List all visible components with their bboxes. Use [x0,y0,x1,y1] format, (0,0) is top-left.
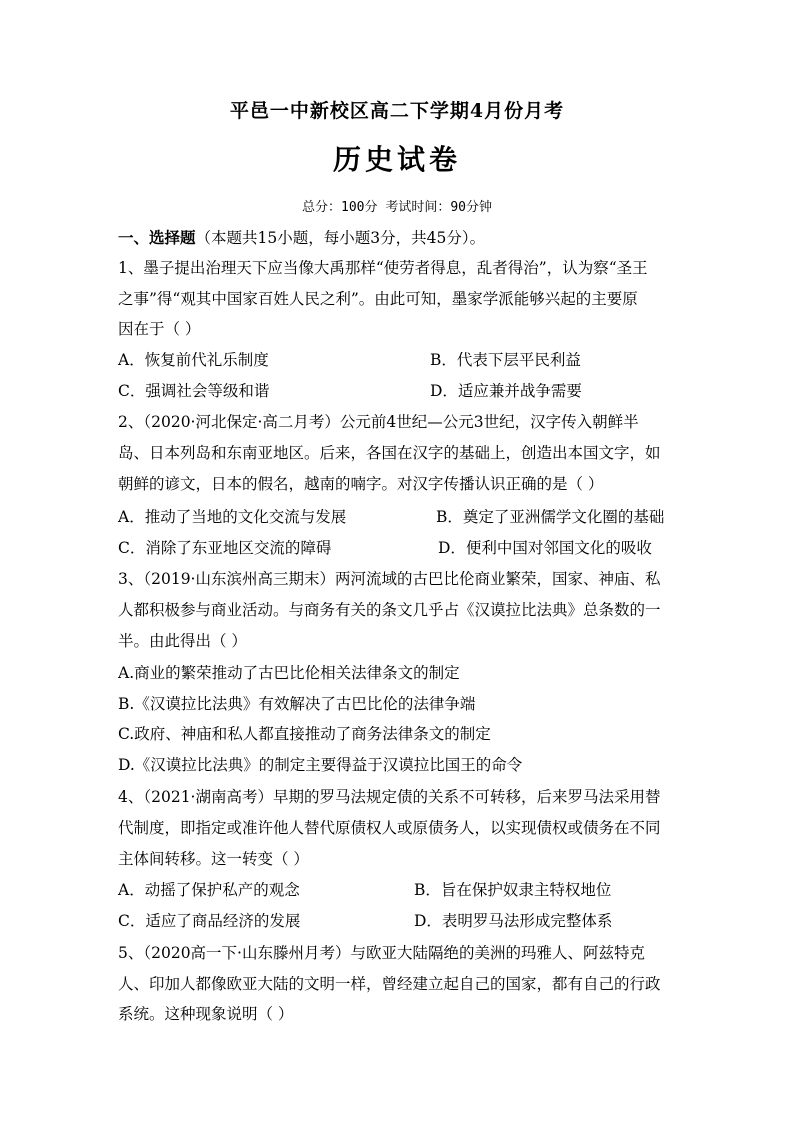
question-line: 2、（2020·河北保定·高二月考）公元前4世纪—公元3世纪，汉字传入朝鲜半 [118,413,639,431]
option-d: D．表明罗马法形成完整体系 [414,912,613,930]
option-c: C．适应了商品经济的发展 [118,912,301,930]
option-a: A.商业的繁荣推动了古巴比伦相关法律条文的制定 [118,664,460,682]
option-c: C．消除了东亚地区交流的障碍 [118,539,332,557]
school-title: 平邑一中新校区高二下学期4月份月考 [229,100,565,122]
question-line: 3、（2019·山东滨州高三期末）两河流域的古巴比伦商业繁荣，国家、神庙、私 [118,570,661,588]
option-a: A．推动了当地的文化交流与发展 [118,508,347,526]
question-line: 代制度，即指定或准许他人替代原债权人或原债务人，以实现债权或债务在不同 [118,819,661,837]
option-a: A．动摇了保护私产的观念 [118,881,300,899]
exam-meta: 总分：100分 考试时间：90分钟 [302,200,492,215]
option-a: A．恢复前代礼乐制度 [118,351,269,369]
section-heading: 一、选择题 [118,228,196,247]
question-line: 5、（2020高一下·山东滕州月考）与欧亚大陆隔绝的美洲的玛雅人、阿兹特克 [118,944,645,962]
question-line: 半。由此得出（ ） [118,632,247,650]
question-line: 1、墨子提出治理天下应当像大禹那样“使劳者得息，乱者得治”，认为察“圣王 [118,259,648,277]
option-d: D.《汉谟拉比法典》的制定主要得益于汉谟拉比国王的命令 [118,756,523,774]
question-line: 人都积极参与商业活动。与商务有关的条文几乎占《汉谟拉比法典》总条数的一 [118,601,661,619]
question-line: 主体间转移。这一转变（ ） [118,850,309,868]
section-note: （本题共15小题，每小题3分，共45分）。 [195,229,486,247]
question-line: 人、印加人都像欧亚大陆的文明一样，曾经建立起自己的国家，都有自己的行政 [118,975,661,993]
option-b: B．奠定了亚洲儒学文化圈的基础 [436,508,665,526]
option-b: B．代表下层平民利益 [430,351,581,369]
option-c: C.政府、神庙和私人都直接推动了商务法律条文的制定 [118,725,491,743]
option-c: C．强调社会等级和谐 [118,382,270,400]
question-line: 因在于（ ） [118,320,201,338]
option-d: D．便利中国对邻国文化的吸收 [438,539,652,557]
section-heading-line [118,227,485,249]
option-d: D．适应兼并战争需要 [430,382,582,400]
question-line: 系统。这种现象说明（ ） [118,1005,294,1023]
question-line: 4、（2021·湖南高考）早期的罗马法规定债的关系不可转移，后来罗马法采用替 [118,788,661,806]
question-line: 岛、日本列岛和东南亚地区。后来，各国在汉字的基础上，创造出本国文字，如 [118,444,661,462]
paper-title: 历史试卷 [332,143,461,176]
question-line: 之事”得“观其中国家百姓人民之利”。由此可知，墨家学派能够兴起的主要原 [118,290,638,308]
option-b: B．旨在保护奴隶主特权地位 [414,881,612,899]
option-b: B.《汉谟拉比法典》有效解决了古巴比伦的法律争端 [118,695,476,713]
question-line: 朝鲜的谚文，日本的假名，越南的喃字。对汉字传播认识正确的是（ ） [118,475,604,493]
